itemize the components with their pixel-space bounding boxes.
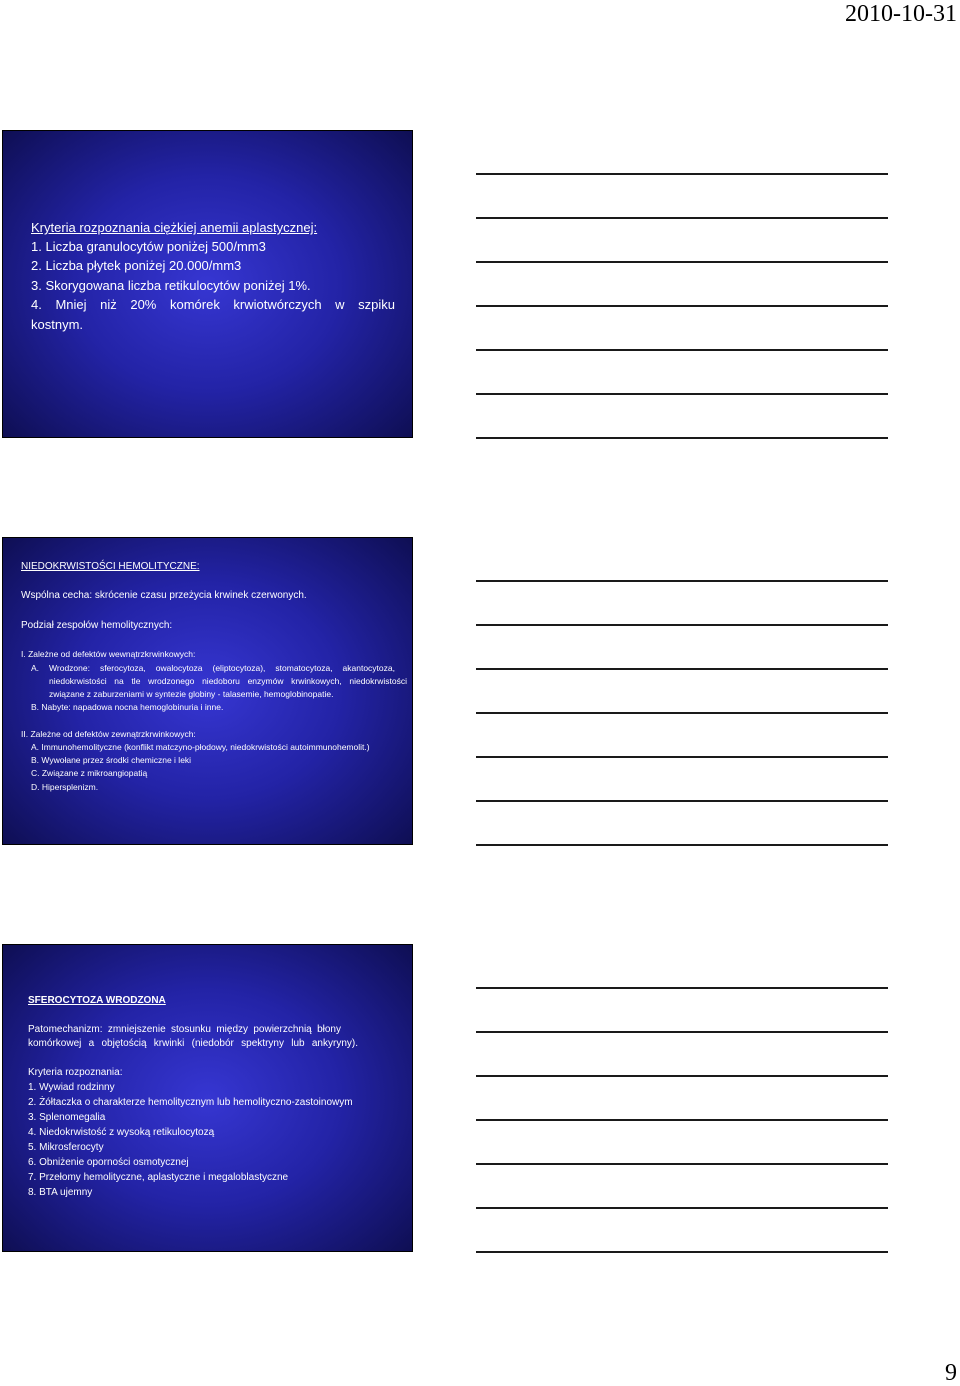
criteria-item: 3. Splenomegalia (28, 1112, 106, 1123)
note-line (476, 756, 888, 758)
note-line (476, 987, 888, 989)
page-number: 9 (945, 1360, 957, 1386)
note-line (476, 624, 888, 626)
slide-title: Kryteria rozpoznania ciężkiej anemii aplastycznej: (31, 220, 318, 235)
list-item: A. Immunohemolityczne (konflikt matczyno-płodowy, niedokrwistości autoimmunohemolit.) (31, 742, 370, 752)
print-date: 2010-10-31 (845, 1, 957, 27)
criteria-item: 2. Liczba płytek poniżej 20.000/mm3 (31, 258, 242, 273)
slide-hemolytic-anemias (2, 537, 413, 845)
criteria-item: 6. Obniżenie oporności osmotycznej (28, 1157, 189, 1168)
note-line (476, 668, 888, 670)
note-line (476, 580, 888, 582)
note-line (476, 437, 888, 439)
slide-title: NIEDOKRWISTOŚCI HEMOLITYCZNE: (21, 561, 200, 572)
list-item: B. Wywołane przez środki chemiczne i leki (31, 755, 192, 765)
slide-title: SFEROCYTOZA WRODZONA (28, 995, 166, 1006)
note-line (476, 173, 888, 175)
note-line (476, 844, 888, 846)
slide-intro: Wspólna cecha: skrócenie czasu przeżycia krwinek czerwonych. (21, 590, 307, 601)
note-line (476, 1119, 888, 1121)
mechanism-text: Patomechanizm: zmniejszenie stosunku między powierzchnią błony (28, 1024, 341, 1035)
criteria-item: 4. Mniej niż 20% komórek krwiotwórczych w szpiku (31, 297, 395, 312)
criteria-heading: Kryteria rozpoznania: (28, 1067, 123, 1078)
note-line (476, 1163, 888, 1165)
criteria-item: 7. Przełomy hemolityczne, aplastyczne i megaloblastyczne (28, 1172, 289, 1183)
slide-subtitle: Podział zespołów hemolitycznych: (21, 620, 173, 631)
note-line (476, 217, 888, 219)
criteria-item-continuation: kostnym. (31, 317, 84, 332)
criteria-item: 5. Mikrosferocyty (28, 1142, 104, 1153)
criteria-item: 1. Wywiad rodzinny (28, 1082, 115, 1093)
list-item: B. Nabyte: napadowa nocna hemoglobinuria i inne. (31, 702, 224, 712)
note-line (476, 712, 888, 714)
note-line (476, 1031, 888, 1033)
mechanism-text: komórkowej a objętością krwinki (niedobór spektryny lub ankyryny). (28, 1038, 358, 1049)
group-heading: I. Zależne od defektów wewnątrzkrwinkowych: (21, 649, 196, 659)
list-item: D. Hipersplenizm. (31, 782, 99, 792)
slide-aplastic-anemia-criteria (2, 130, 413, 438)
list-item: C. Związane z mikroangiopatią (31, 768, 148, 778)
criteria-item: 4. Niedokrwistość z wysoką retikulocytozą (28, 1127, 215, 1138)
criteria-item: 1. Liczba granulocytów poniżej 500/mm3 (31, 239, 266, 254)
note-line (476, 305, 888, 307)
list-item-continuation: niedokrwistości na tle wrodzonego niedoboru enzymów krwinkowych, niedokrwistości (49, 676, 407, 686)
note-line (476, 349, 888, 351)
criteria-item: 2. Żółtaczka o charakterze hemolitycznym lub hemolityczno-zastoinowym (28, 1097, 353, 1108)
criteria-item: 8. BTA ujemny (28, 1187, 93, 1198)
note-line (476, 1207, 888, 1209)
note-line (476, 393, 888, 395)
note-line (476, 800, 888, 802)
group-heading: II. Zależne od defektów zewnątrzkrwinkowych: (21, 729, 196, 739)
criteria-item: 3. Skorygowana liczba retikulocytów poniżej 1%. (31, 278, 311, 293)
note-line (476, 1075, 888, 1077)
list-item: A. Wrodzone: sferocytoza, owalocytoza (eliptocytoza), stomatocytoza, akantocytoza, (31, 663, 395, 673)
list-item-continuation: związane z zaburzeniami w syntezie globiny - talasemie, hemoglobinopatie. (49, 689, 334, 699)
note-line (476, 1251, 888, 1253)
slide-hereditary-spherocytosis (2, 944, 413, 1252)
note-line (476, 261, 888, 263)
